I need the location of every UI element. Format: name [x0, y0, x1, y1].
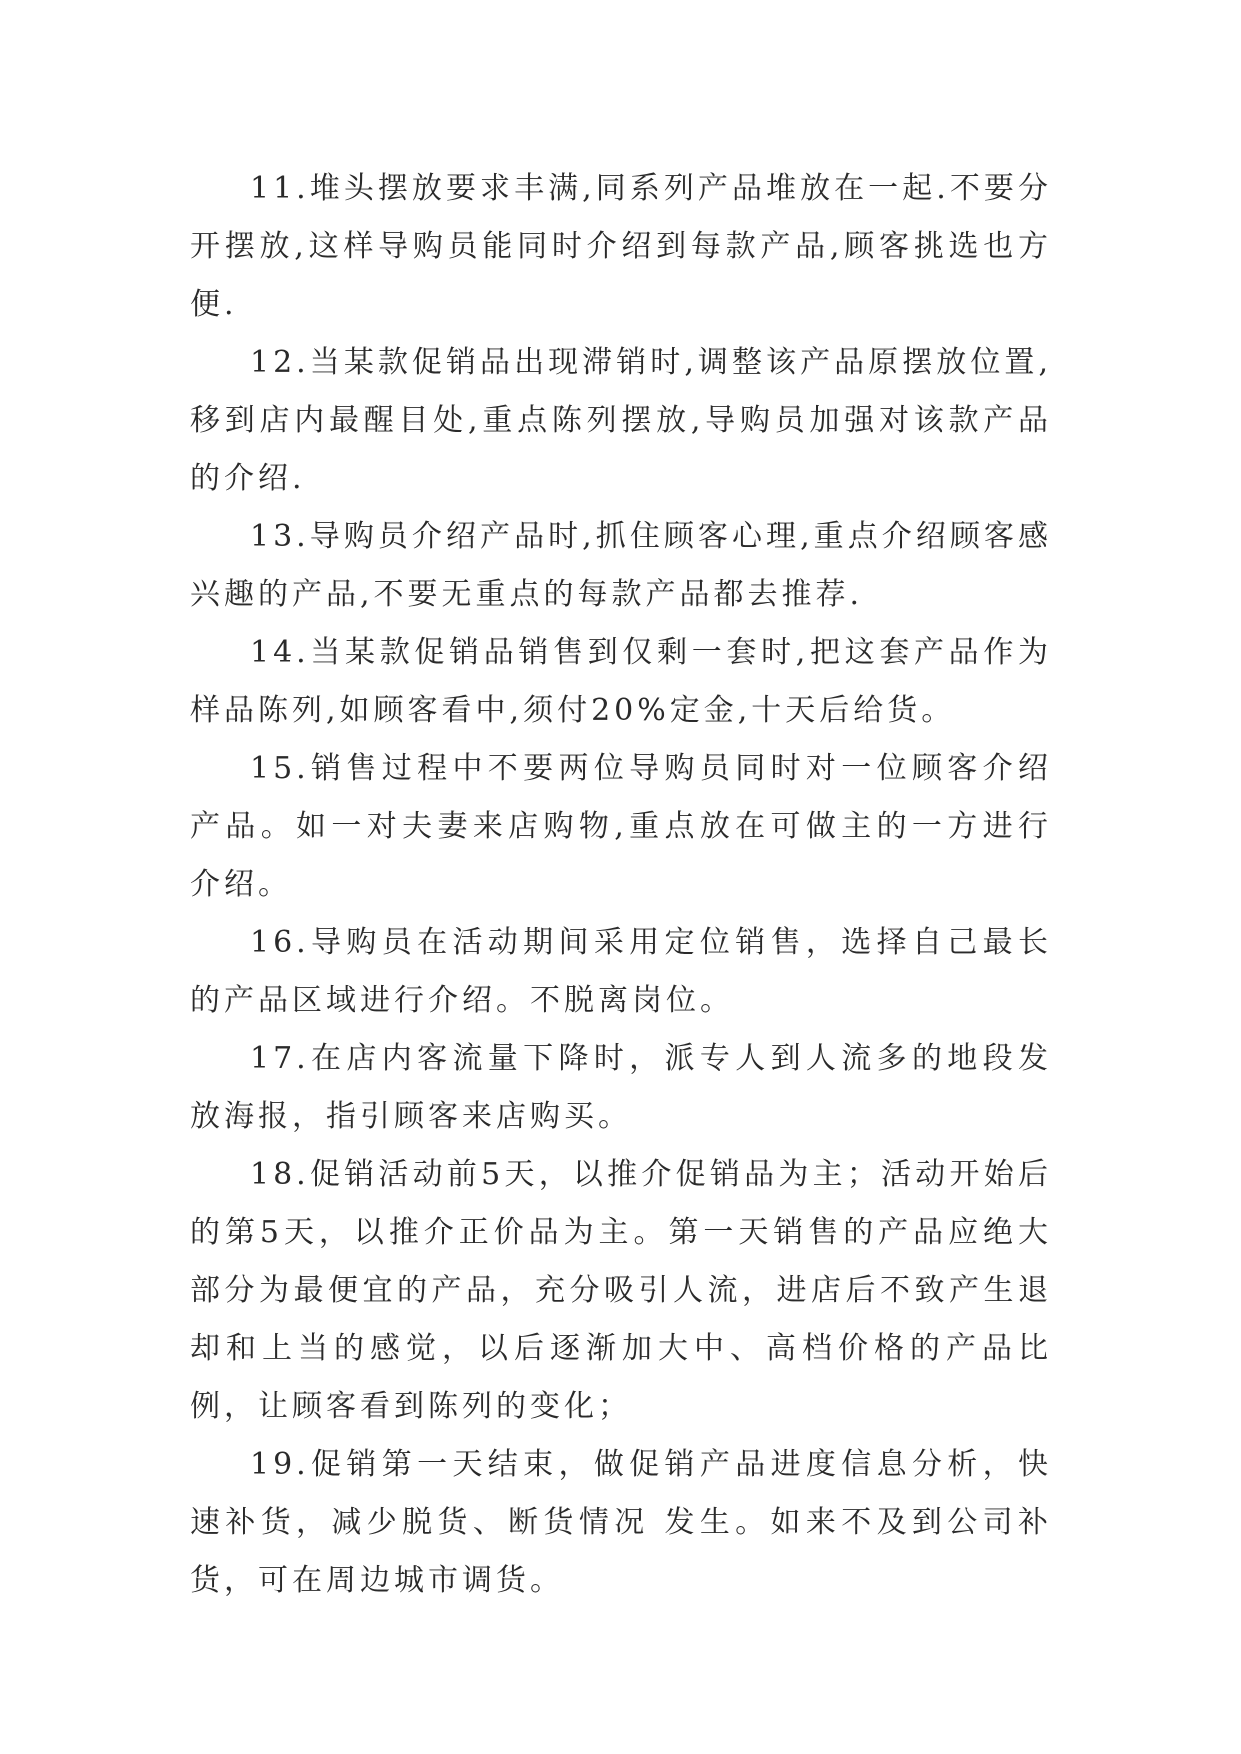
paragraph-13: 13.导购员介绍产品时,抓住顾客心理,重点介绍顾客感兴趣的产品,不要无重点的每款产品都去推荐. [190, 519, 1052, 612]
paragraph-11: 11.堆头摆放要求丰满,同系列产品堆放在一起.不要分开摆放,这样导购员能同时介绍到每款产品,顾客挑选也方便. [190, 171, 1052, 322]
paragraph-18: 18.促销活动前5天，以推介促销品为主；活动开始后的第5天，以推介正价品为主。第一天销售的产品应绝大部分为最便宜的产品，充分吸引人流，进店后不致产生退却和上当的感觉，以后逐渐加大中、高档价格的产品比例，让顾客看到陈列的变化； [190, 1157, 1052, 1424]
paragraph-19: 19.促销第一天结束，做促销产品进度信息分析，快速补货，减少脱货、断货情况 发生。如来不及到公司补货，可在周边城市调货。 [190, 1447, 1052, 1598]
paragraph-12: 12.当某款促销品出现滞销时,调整该产品原摆放位置,移到店内最醒目处,重点陈列摆放,导购员加强对该款产品的介绍. [190, 345, 1052, 496]
paragraph-17: 17.在店内客流量下降时，派专人到人流多的地段发放海报，指引顾客来店购买。 [190, 1041, 1052, 1134]
paragraph-16: 16.导购员在活动期间采用定位销售，选择自己最长的产品区域进行介绍。不脱离岗位。 [190, 925, 1052, 1018]
paragraph-15: 15.销售过程中不要两位导购员同时对一位顾客介绍产品。如一对夫妻来店购物,重点放在可做主的一方进行介绍。 [190, 751, 1052, 902]
paragraph-14: 14.当某款促销品销售到仅剩一套时,把这套产品作为样品陈列,如顾客看中,须付20%定金,十天后给货。 [190, 635, 1052, 728]
document-body [190, 160, 1052, 1610]
